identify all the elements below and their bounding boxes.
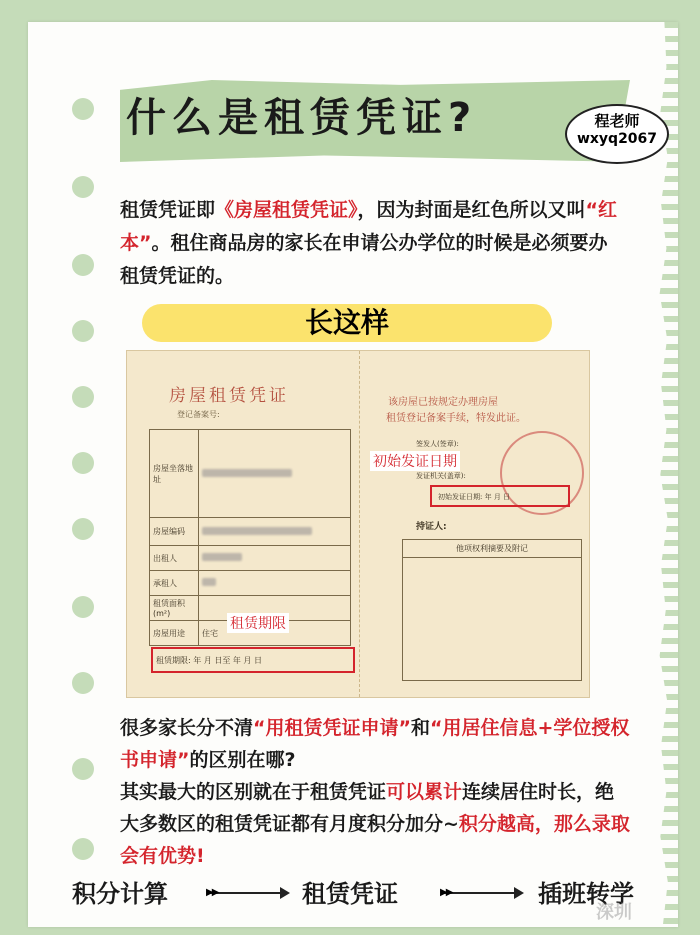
row-label: 出租人: [150, 546, 199, 571]
binder-hole: [72, 758, 94, 780]
certificate-statement-line1: 该房屋已按规定办理房屋: [388, 397, 498, 408]
arrow-right-icon: ▶▶: [208, 892, 288, 894]
issuing-authority-label: 发证机关(盖章):: [416, 472, 466, 480]
section-heading-text: 长这样: [304, 306, 389, 339]
lease-period-box: [151, 647, 355, 673]
author-wechat-id: wxyq2067: [576, 131, 658, 147]
issue-date-annotation: 初始发证日期: [370, 451, 460, 471]
binder-hole: [72, 98, 94, 120]
flow-step: 积分计算: [72, 880, 168, 908]
holder-label: 持证人:: [416, 522, 447, 532]
lease-period-label: 租赁期限:: [156, 656, 191, 665]
certificate-title: 房屋租赁凭证: [169, 386, 289, 406]
explanation-text: 和: [411, 717, 431, 739]
explanation-paragraph: [120, 712, 630, 872]
binder-hole: [72, 176, 94, 198]
intro-text: 租赁凭证即: [120, 199, 216, 221]
flow-step: 插班转学: [538, 880, 634, 908]
issuer-label: 签发人(签章):: [416, 440, 459, 448]
period-annotation: 租赁期限: [227, 613, 289, 633]
intro-text: ，因为封面是红色所以又叫: [357, 199, 586, 221]
row-value: 住宅: [199, 621, 351, 646]
page-title: 什么是租赁凭证?: [126, 95, 478, 141]
certificate-left-page: [127, 351, 357, 697]
explanation-text: 很多家长分不清: [120, 717, 254, 739]
author-name: 程老师: [594, 112, 640, 130]
certificate-image: [126, 350, 590, 698]
row-value: [199, 571, 351, 596]
lease-period-dates: 年 月 日至 年 月 日: [193, 656, 262, 665]
torn-edge: [644, 22, 678, 927]
explanation-text: 的区别在哪?: [189, 749, 296, 771]
registration-number-label: 登记备案号:: [177, 410, 220, 419]
row-label: 房屋用途: [150, 621, 199, 646]
row-label: 租赁面积(m²): [150, 596, 199, 621]
explanation-highlight: 可以累计: [386, 781, 463, 803]
row-value: [199, 430, 351, 518]
intro-highlight: 《房屋租赁凭证》: [215, 199, 358, 221]
intro-paragraph: [120, 194, 625, 293]
flow-step: 租赁凭证: [302, 880, 398, 908]
intro-text: 。租住商品房的家长在申请公办学位的时候是必须要办租赁凭证的。: [120, 232, 608, 287]
row-label: 房屋编码: [150, 518, 199, 546]
intro-highlight: “红本”: [120, 199, 618, 254]
rights-summary-title: 他项权利摘要及附记: [403, 540, 581, 558]
issue-date-box: [430, 485, 570, 507]
certificate-right-page: [359, 351, 590, 697]
row-value: [199, 546, 351, 571]
explanation-highlight: 积分越高，那么录取会有优势!: [120, 813, 630, 867]
arrow-right-icon: ▶▶: [442, 892, 522, 894]
flow-diagram: [72, 874, 662, 914]
issue-date-value: 年 月 日: [484, 493, 511, 501]
binder-hole: [72, 596, 94, 618]
explanation-highlight: “用居住信息+学位授权书申请”: [120, 717, 630, 771]
binder-hole: [72, 672, 94, 694]
author-badge: [565, 104, 669, 164]
explanation-text: 其实最大的区别就在于租赁凭证: [120, 781, 387, 803]
watermark: 深圳: [596, 902, 632, 923]
issue-date-label: 初始发证日期:: [438, 493, 483, 501]
binder-hole: [72, 452, 94, 474]
binder-hole: [72, 518, 94, 540]
section-heading: [142, 304, 552, 342]
binder-hole: [72, 838, 94, 860]
certificate-statement-line2: 租赁登记备案手续，特发此证。: [386, 413, 526, 424]
explanation-text: 连续居住时长，绝大多数区的租赁凭证都有月度积分加分~: [120, 781, 615, 835]
binder-hole: [72, 254, 94, 276]
binder-hole: [72, 320, 94, 342]
row-label: 房屋坐落地址: [150, 430, 199, 518]
row-label: 承租人: [150, 571, 199, 596]
explanation-highlight: “用租赁凭证申请”: [253, 717, 411, 739]
row-value: [199, 518, 351, 546]
rights-summary-box: [402, 539, 582, 681]
binder-hole: [72, 386, 94, 408]
